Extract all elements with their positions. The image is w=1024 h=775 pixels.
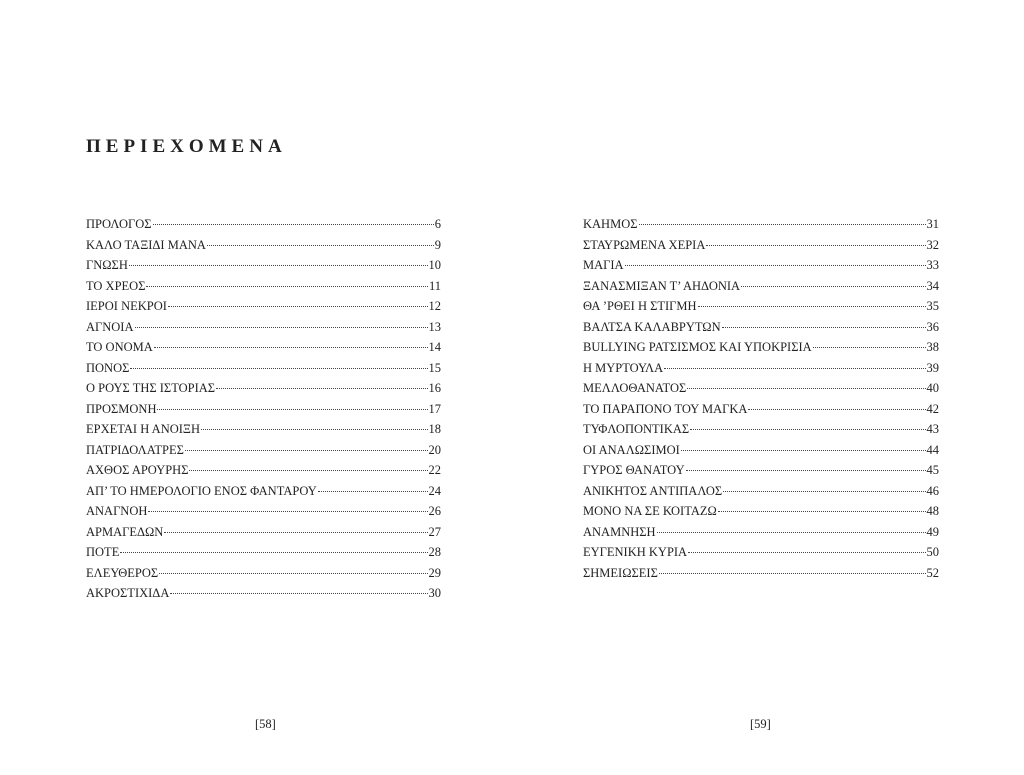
toc-entry-page: 6 <box>434 217 441 231</box>
page-number: [59] <box>750 717 771 731</box>
toc-entry[interactable] <box>583 214 939 235</box>
toc-entry[interactable] <box>86 399 441 420</box>
toc-entry[interactable] <box>583 358 939 379</box>
dot-leader <box>706 245 925 246</box>
toc-entry[interactable] <box>583 276 939 297</box>
toc-entry-page: 44 <box>926 442 939 457</box>
dot-leader <box>159 573 427 574</box>
toc-entry-title: ΒΑΛΤΣΑ ΚΑΛΑΒΡΥΤΩΝ <box>583 319 721 334</box>
toc-entry-page: 24 <box>428 483 441 498</box>
toc-entry-title: ΕΡΧΕΤΑΙ Η ΑΝΟΙΞΗ <box>86 422 200 436</box>
toc-entry-page: 39 <box>926 360 939 375</box>
toc-entry-title: BULLYING ΡΑΤΣΙΣΜΟΣ ΚΑΙ ΥΠΟΚΡΙΣΙΑ <box>583 340 812 354</box>
toc-entry-page: 35 <box>926 299 939 313</box>
toc-entry-title: ΤΟ ΧΡΕΟΣ <box>86 278 146 293</box>
dot-leader <box>130 368 427 369</box>
toc-entry[interactable] <box>86 378 441 399</box>
toc-entry[interactable] <box>86 337 441 358</box>
toc-entry-page: 46 <box>926 483 939 498</box>
toc-entry-title: ΑΧΘΟΣ ΑΡΟΥΡΗΣ <box>86 463 189 477</box>
toc-entry[interactable] <box>86 276 441 297</box>
toc-entry-title: ΑΝΑΓΝΟΗ <box>86 504 148 518</box>
toc-entry-title: ΓΥΡΟΣ ΘΑΝΑΤΟΥ <box>583 463 685 477</box>
toc-entry[interactable] <box>86 481 441 502</box>
toc-entry-page: 33 <box>926 258 939 272</box>
dot-leader <box>741 286 925 287</box>
toc-entry[interactable] <box>583 337 939 358</box>
toc-entry-title: ΑΡΜΑΓΕΔΩΝ <box>86 524 164 539</box>
dot-leader <box>657 532 926 533</box>
toc-entry-title: ΣΗΜΕΙΩΣΕΙΣ <box>583 565 658 580</box>
toc-entry-page: 32 <box>926 237 939 252</box>
toc-entry-title: ΓΝΩΣΗ <box>86 258 128 272</box>
toc-entry-title: ΑΚΡΟΣΤΙΧΙΔΑ <box>86 586 170 600</box>
toc-entry[interactable] <box>86 296 441 317</box>
toc-entry-page: 42 <box>926 401 939 416</box>
toc-entry[interactable] <box>86 255 441 276</box>
toc-entry-page: 20 <box>428 442 441 457</box>
toc-entry-title: ΕΛΕΥΘΕΡΟΣ <box>86 565 159 580</box>
toc-entry-page: 14 <box>428 340 441 354</box>
dot-leader <box>168 306 428 307</box>
toc-entry[interactable] <box>583 296 939 317</box>
dot-leader <box>129 265 428 266</box>
dot-leader <box>154 347 428 348</box>
toc-entry-page: 17 <box>428 401 441 416</box>
toc-entry-page: 45 <box>926 463 939 477</box>
toc-entry-title: ΠΡΟΛΟΓΟΣ <box>86 217 152 231</box>
toc-entry-title: ΚΑΛΟ ΤΑΞΙΔΙ ΜΑΝΑ <box>86 237 206 252</box>
toc-entry-page: 13 <box>428 319 441 334</box>
toc-entry-page: 52 <box>926 565 939 580</box>
toc-entry[interactable] <box>86 358 441 379</box>
toc-entry[interactable] <box>86 460 441 481</box>
toc-entry-page: 22 <box>428 463 441 477</box>
toc-entry[interactable] <box>583 317 939 338</box>
toc-entry-title: ΣΤΑΥΡΩΜΕΝΑ ΧΕΡΙΑ <box>583 237 706 252</box>
toc-entry-page: 40 <box>926 381 939 395</box>
dot-leader <box>164 532 427 533</box>
toc-entry-title: ΤΟ ΟΝΟΜΑ <box>86 340 153 354</box>
toc-entry-title: ΞΑΝΑΣΜΙΞΑΝ Τ’ ΑΗΔΟΝΙΑ <box>583 278 741 293</box>
toc-entry-page: 12 <box>428 299 441 313</box>
dot-leader <box>639 224 926 225</box>
toc-entry[interactable] <box>86 317 441 338</box>
toc-entry-title: ΤΥΦΛΟΠΟΝΤΙΚΑΣ <box>583 422 690 436</box>
toc-entry-title: ΑΝΑΜΝΗΣΗ <box>583 524 656 539</box>
toc-entry-page: 38 <box>926 340 939 354</box>
dot-leader <box>135 327 428 328</box>
dot-leader <box>201 429 428 430</box>
dot-leader <box>686 470 926 471</box>
toc-entry-title: ΜΕΛΛΟΘΑΝΑΤΟΣ <box>583 381 687 395</box>
toc-entry[interactable] <box>583 235 939 256</box>
toc-entry-page: 36 <box>926 319 939 334</box>
toc-list-right <box>583 214 939 583</box>
dot-leader <box>698 306 926 307</box>
toc-entry-title: ΕΥΓΕΝΙΚΗ ΚΥΡΙΑ <box>583 545 688 559</box>
toc-entry[interactable] <box>583 399 939 420</box>
toc-entry[interactable] <box>583 501 939 522</box>
toc-entry-page: 48 <box>926 504 939 518</box>
toc-entry[interactable] <box>583 542 939 563</box>
toc-entry-title: Η ΜΥΡΤΟΥΛΑ <box>583 360 664 375</box>
dot-leader <box>722 327 926 328</box>
dot-leader <box>216 388 427 389</box>
dot-leader <box>723 491 925 492</box>
dot-leader <box>681 450 926 451</box>
dot-leader <box>146 286 427 287</box>
toc-entry[interactable] <box>86 522 441 543</box>
toc-entry-page: 30 <box>428 586 441 600</box>
toc-entry[interactable] <box>86 501 441 522</box>
toc-entry-page: 31 <box>926 217 939 231</box>
toc-entry-page: 34 <box>926 278 939 293</box>
toc-entry-title: ΜΟΝΟ ΝΑ ΣΕ ΚΟΙΤΑΖΩ <box>583 504 717 518</box>
toc-entry-title: ΟΙ ΑΝΑΛΩΣΙΜΟΙ <box>583 442 680 457</box>
toc-entry[interactable] <box>583 419 939 440</box>
toc-entry[interactable] <box>86 583 441 604</box>
contents-heading: ΠΕΡΙΕΧΟΜΕΝΑ <box>86 136 287 157</box>
dot-leader <box>688 552 925 553</box>
toc-entry-title: ΠΟΤΕ <box>86 545 120 559</box>
dot-leader <box>148 511 427 512</box>
toc-entry[interactable] <box>583 481 939 502</box>
dot-leader <box>170 593 427 594</box>
dot-leader <box>120 552 427 553</box>
dot-leader <box>207 245 434 246</box>
toc-entry[interactable] <box>86 419 441 440</box>
dot-leader <box>687 388 925 389</box>
toc-entry-page: 29 <box>428 565 441 580</box>
toc-entry[interactable] <box>86 563 441 584</box>
toc-entry[interactable] <box>583 460 939 481</box>
page-number: [58] <box>255 717 276 731</box>
toc-entry-page: 10 <box>428 258 441 272</box>
toc-entry-title: ΠΟΝΟΣ <box>86 360 130 375</box>
toc-entry-page: 50 <box>926 545 939 559</box>
toc-entry-title: ΑΓΝΟΙΑ <box>86 319 134 334</box>
toc-entry[interactable] <box>583 563 939 584</box>
toc-entry[interactable] <box>86 542 441 563</box>
dot-leader <box>664 368 925 369</box>
dot-leader <box>625 265 926 266</box>
toc-entry-page: 11 <box>428 278 441 293</box>
toc-list-left <box>86 214 441 604</box>
toc-entry-page: 27 <box>428 524 441 539</box>
toc-entry[interactable] <box>583 440 939 461</box>
toc-entry-title: ΘΑ ’ΡΘΕΙ Η ΣΤΙΓΜΗ <box>583 299 697 313</box>
toc-entry[interactable] <box>86 440 441 461</box>
toc-entry-page: 15 <box>428 360 441 375</box>
toc-entry[interactable] <box>583 255 939 276</box>
toc-entry-title: ΠΑΤΡΙΔΟΛΑΤΡΕΣ <box>86 442 184 457</box>
dot-leader <box>690 429 925 430</box>
toc-entry-title: ΑΠ’ ΤΟ ΗΜΕΡΟΛΟΓΙΟ ΕΝΟΣ ΦΑΝΤΑΡΟΥ <box>86 483 317 498</box>
toc-entry-title: Ο ΡΟΥΣ ΤΗΣ ΙΣΤΟΡΙΑΣ <box>86 381 216 395</box>
toc-entry[interactable] <box>583 378 939 399</box>
dot-leader <box>153 224 434 225</box>
toc-entry-page: 49 <box>926 524 939 539</box>
toc-entry-page: 28 <box>428 545 441 559</box>
dot-leader <box>318 491 428 492</box>
toc-entry-title: ΤΟ ΠΑΡΑΠΟΝΟ ΤΟΥ ΜΑΓΚΑ <box>583 401 748 416</box>
toc-entry[interactable] <box>583 522 939 543</box>
toc-entry[interactable] <box>86 235 441 256</box>
toc-entry-title: ΙΕΡΟΙ ΝΕΚΡΟΙ <box>86 299 167 313</box>
toc-entry-page: 43 <box>926 422 939 436</box>
toc-entry-title: ΜΑΓΙΑ <box>583 258 624 272</box>
toc-entry-page: 16 <box>428 381 441 395</box>
toc-entry-title: ΠΡΟΣΜΟΝΗ <box>86 401 157 416</box>
toc-entry-page: 26 <box>428 504 441 518</box>
dot-leader <box>718 511 926 512</box>
toc-entry-page: 9 <box>434 237 441 252</box>
dot-leader <box>185 450 428 451</box>
dot-leader <box>813 347 926 348</box>
toc-entry-title: ΑΝΙΚΗΤΟΣ ΑΝΤΙΠΑΛΟΣ <box>583 483 723 498</box>
dot-leader <box>157 409 427 410</box>
toc-entry[interactable] <box>86 214 441 235</box>
dot-leader <box>189 470 427 471</box>
dot-leader <box>659 573 926 574</box>
toc-entry-page: 18 <box>428 422 441 436</box>
right-page <box>512 0 1024 775</box>
toc-entry-title: ΚΑΗΜΟΣ <box>583 217 638 231</box>
dot-leader <box>748 409 925 410</box>
